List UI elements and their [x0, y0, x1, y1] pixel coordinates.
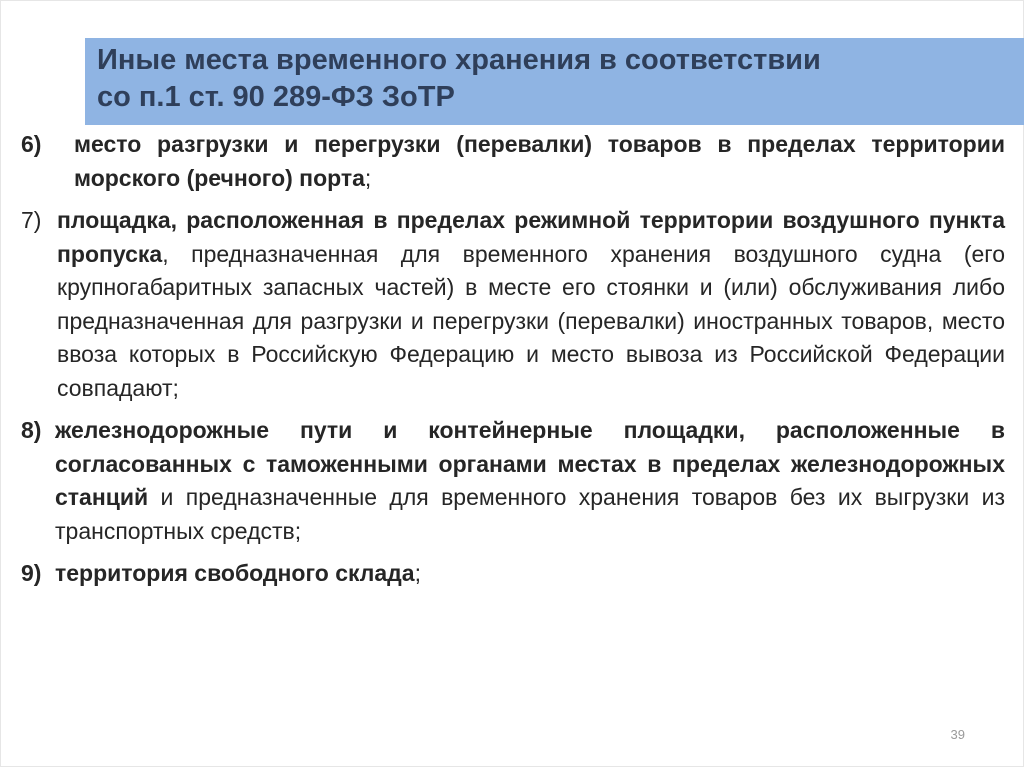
list-item-9 [21, 557, 1005, 591]
item-bold-text: площадка, расположенная в пределах режимной территории воздушного пункта пропуска [57, 207, 1005, 267]
item-bold-text: территория свободного склада [55, 560, 415, 586]
places-list [21, 128, 1005, 591]
item-number: 7) [21, 207, 48, 233]
item-regular-text: и предназначенные для временного хранения товаров без их выгрузки из транспортных средств; [55, 484, 1005, 544]
title-line-1: Иные места временного хранения в соответствии [97, 44, 821, 76]
list-item-6 [21, 128, 1005, 195]
item-bold-text: место разгрузки и перегрузки (перевалки) товаров в пределах территории морского (речного) порта [74, 131, 1005, 191]
title-line-2: со п.1 ст. 90 289-ФЗ ЗоТР [97, 81, 455, 113]
item-regular-text: , предназначенная для временного хранения воздушного судна (его крупногабаритных запасных частей) в месте его стоянки и (или) обслуживания либо предназначенная для разгрузки и перегрузки (перевалки) иностранных товаров, место ввоза которых в Российскую Федерацию и место вывоза из Российской Федерации совпадают; [57, 240, 1005, 401]
list-item-7 [21, 204, 1005, 405]
list-item-8 [21, 414, 1005, 548]
item-number: 6) [21, 131, 42, 157]
item-body [55, 557, 1005, 591]
item-body [74, 128, 1005, 195]
item-bold-text: железнодорожные пути и контейнерные площадки, расположенные в согласованных с таможенными органами местах в пределах железнодорожных станций [55, 417, 1005, 510]
item-number: 8) [21, 417, 42, 443]
item-regular-text: ; [364, 164, 372, 191]
item-regular-text: ; [414, 560, 421, 586]
item-body [55, 414, 1005, 548]
item-body [57, 204, 1005, 405]
slide-number: 39 [950, 727, 965, 742]
item-number: 9) [21, 560, 42, 586]
slide-title [97, 42, 997, 116]
